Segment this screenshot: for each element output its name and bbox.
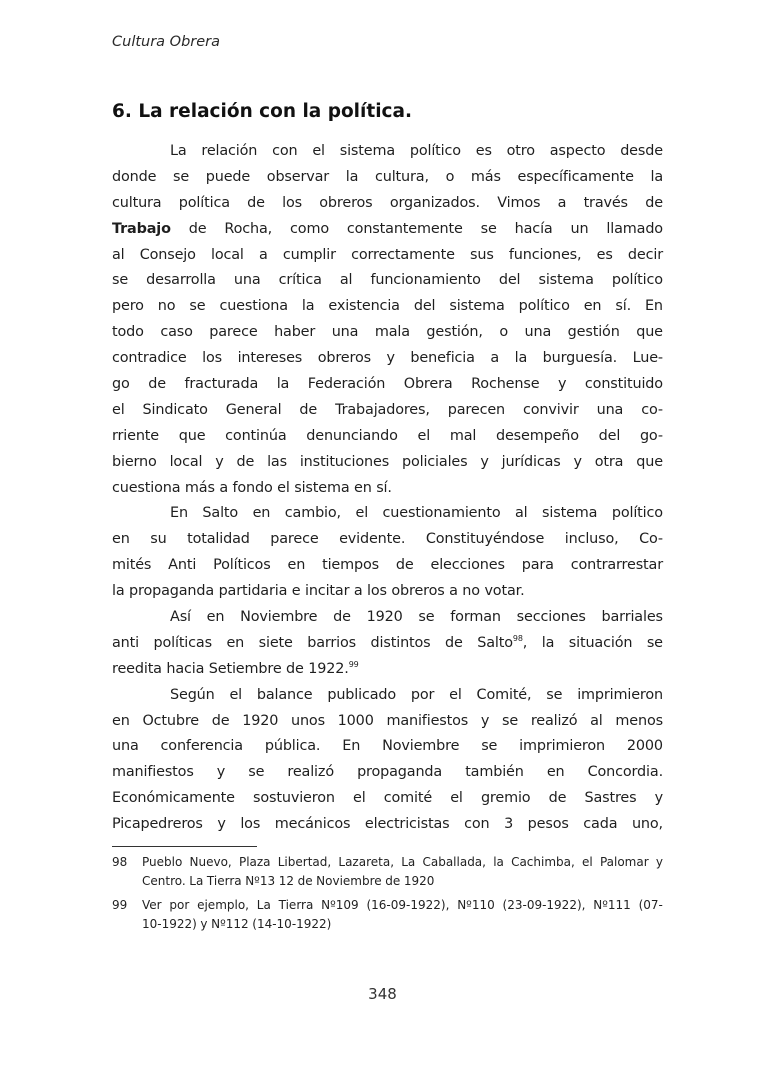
footnote-separator bbox=[112, 846, 257, 847]
text-line: Económicamente sostuvieron el comité el gremio de Sastres y bbox=[112, 790, 663, 807]
footnote-line: Centro. La Tierra Nº13 12 de Noviembre de 1920 bbox=[142, 874, 435, 888]
text-line: anti políticas en siete barrios distintos de Salto$^{98}$, la situación se bbox=[112, 633, 663, 651]
text-line: en su totalidad parece evidente. Constituyéndose incluso, Co- bbox=[112, 531, 663, 548]
footnote-ref: 98 bbox=[512, 633, 523, 643]
text-line: en Octubre de 1920 unos 1000 manifiestos y se realizó al menos bbox=[112, 712, 663, 729]
text-line: manifiestos y se realizó propaganda también en Concordia. bbox=[112, 764, 663, 781]
text-line: cuestiona más a fondo el sistema en sí. bbox=[112, 479, 392, 496]
footnote-line: Ver por ejemplo, La Tierra Nº109 (16-09-1922), Nº110 (23-09-1922), Nº111 (07- bbox=[142, 898, 663, 912]
text-line: se desarrolla una crítica al funcionamiento del sistema político bbox=[112, 272, 663, 289]
text-line: contradice los intereses obreros y beneficia a la burguesía. Lue- bbox=[112, 350, 663, 367]
text-line: Trabajo de Rocha, como constantemente se hacía un llamado bbox=[112, 220, 663, 237]
page-number: 348 bbox=[368, 985, 397, 1003]
body-text bbox=[112, 139, 663, 838]
footnote-line: 10-1922) y Nº112 (14-10-1922) bbox=[142, 917, 332, 931]
section-title: 6. La relación con la política. bbox=[112, 101, 413, 122]
footnote bbox=[112, 896, 663, 934]
text-line: cultura política de los obreros organizados. Vimos a través de bbox=[112, 194, 663, 211]
footnote-number: 98 bbox=[112, 855, 128, 869]
footnote bbox=[112, 853, 663, 891]
text-line: Así en Noviembre de 1920 se forman secciones barriales bbox=[170, 609, 663, 626]
text-line: Picapedreros y los mecánicos electricistas con 3 pesos cada uno, bbox=[112, 816, 663, 833]
text-line: go de fracturada la Federación Obrera Rochense y constituido bbox=[112, 376, 663, 393]
text-line: Según el balance publicado por el Comité, se imprimieron bbox=[170, 686, 663, 703]
text-line: la propaganda partidaria e incitar a los obreros a no votar. bbox=[112, 583, 525, 600]
text-line: reedita hacia Setiembre de 1922.99 bbox=[112, 659, 359, 677]
footnote-ref: 99 bbox=[348, 659, 359, 669]
text-line: pero no se cuestiona la existencia del sistema político en sí. En bbox=[112, 298, 663, 315]
text-line: todo caso parece haber una mala gestión, o una gestión que bbox=[112, 324, 663, 341]
text-line: La relación con el sistema político es otro aspecto desde bbox=[170, 143, 663, 159]
text-line: al Consejo local a cumplir correctamente sus funciones, es decir bbox=[112, 246, 663, 263]
text-line: una conferencia pública. En Noviembre se imprimieron 2000 bbox=[112, 738, 663, 755]
text-line: el Sindicato General de Trabajadores, parecen convivir una co- bbox=[112, 401, 663, 418]
text-line: En Salto en cambio, el cuestionamiento al sistema político bbox=[170, 505, 663, 522]
text-line: bierno local y de las instituciones policiales y jurídicas y otra que bbox=[112, 453, 663, 470]
running-header: Cultura Obrera bbox=[112, 34, 221, 50]
footnote-line: Pueblo Nuevo, Plaza Libertad, Lazareta, La Caballada, la Cachimba, el Palomar y bbox=[142, 855, 663, 869]
text-line: rriente que continúa denunciando el mal desempeño del go- bbox=[112, 427, 663, 444]
text-line: mités Anti Políticos en tiempos de elecciones para contrarrestar bbox=[112, 557, 663, 574]
footnote-number: 99 bbox=[112, 898, 128, 912]
footnotes bbox=[112, 853, 663, 939]
text-line: donde se puede observar la cultura, o más específicamente la bbox=[112, 168, 663, 185]
